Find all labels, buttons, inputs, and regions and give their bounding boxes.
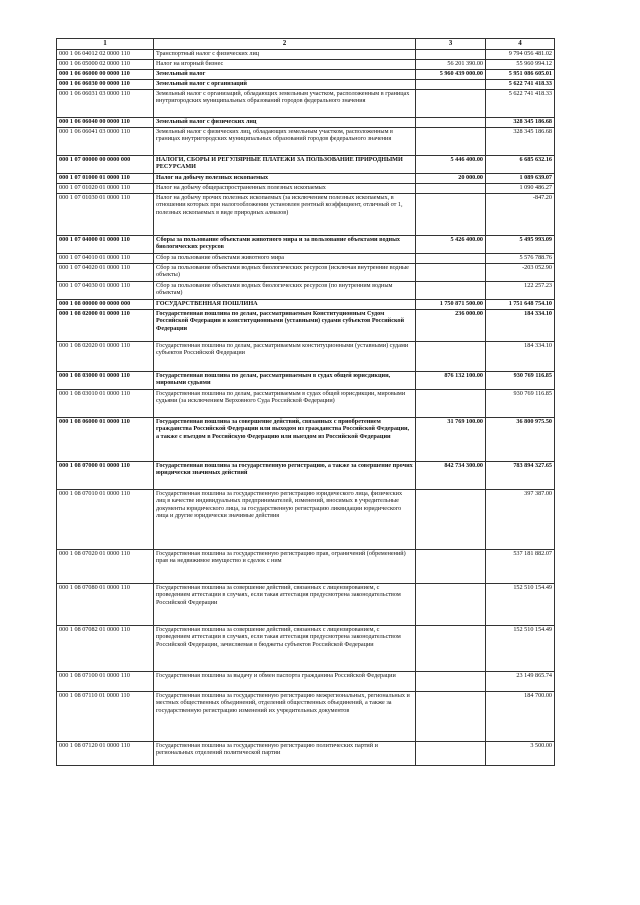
name-cell: Государственная пошлина по делам, рассматриваемым в судах общей юрисдикции, мировыми судьями bbox=[154, 372, 416, 390]
table-row bbox=[57, 692, 555, 742]
plan-cell: 31 769 100.00 bbox=[416, 418, 486, 462]
fact-cell: 397 387.00 bbox=[486, 490, 555, 550]
name-cell: Сборы за пользование объектами животного мира и за пользование объектами водных биологических ресурсов bbox=[154, 236, 416, 254]
code-cell: 000 1 06 06031 03 0000 110 bbox=[57, 90, 154, 118]
fact-cell: 1 751 648 754.10 bbox=[486, 300, 555, 310]
fact-cell: 184 334.10 bbox=[486, 342, 555, 372]
name-cell: Земельный налог с физических лиц bbox=[154, 118, 416, 128]
table-row bbox=[57, 236, 555, 254]
plan-cell bbox=[416, 128, 486, 156]
plan-cell bbox=[416, 194, 486, 236]
fact-cell: 5 622 741 418.33 bbox=[486, 90, 555, 118]
name-cell: Налог на добычу общераспространенных полезных ископаемых bbox=[154, 184, 416, 194]
table-row bbox=[57, 194, 555, 236]
code-cell: 000 1 08 00000 00 0000 000 bbox=[57, 300, 154, 310]
code-cell: 000 1 08 07080 01 0000 110 bbox=[57, 584, 154, 626]
code-cell: 000 1 08 07000 01 0000 110 bbox=[57, 462, 154, 490]
name-cell: Государственная пошлина за совершение действий, связанных с приобретением гражданства Российской Федерации или выходом из гражданства Российской Федерации, а также с въездом в Российскую Федерацию или выездом из Российской Федерации bbox=[154, 418, 416, 462]
code-cell: 000 1 08 06000 01 0000 110 bbox=[57, 418, 154, 462]
plan-cell bbox=[416, 742, 486, 766]
code-cell: 000 1 06 06041 03 0000 110 bbox=[57, 128, 154, 156]
table-row bbox=[57, 282, 555, 300]
table-row bbox=[57, 70, 555, 80]
code-cell: 000 1 06 06030 00 0000 110 bbox=[57, 80, 154, 90]
name-cell: Государственная пошлина по делам, рассматриваемым в судах общей юрисдикции, мировыми судьями (за исключением Верховного Суда Российской Федерации) bbox=[154, 390, 416, 418]
table-row bbox=[57, 60, 555, 70]
plan-cell: 842 734 300.00 bbox=[416, 462, 486, 490]
name-cell: Налог на игорный бизнес bbox=[154, 60, 416, 70]
plan-cell bbox=[416, 264, 486, 282]
code-cell: 000 1 08 02000 01 0000 110 bbox=[57, 310, 154, 342]
plan-cell: 5 960 439 000.00 bbox=[416, 70, 486, 80]
name-cell: Налог на добычу прочих полезных ископаемых (за исключением полезных ископаемых, в отношении которых при налогообложении установлен рентный коэффициент, отличный от 1, полезных ископаемых в виде природных алмазов) bbox=[154, 194, 416, 236]
header-col-1: 1 bbox=[57, 39, 154, 50]
plan-cell bbox=[416, 118, 486, 128]
fact-cell: 5 622 741 418.33 bbox=[486, 80, 555, 90]
table-row bbox=[57, 50, 555, 60]
name-cell: Земельный налог с физических лиц, обладающих земельным участком, расположенным в границах внутригородских муниципальных образований городов федерального значения bbox=[154, 128, 416, 156]
code-cell: 000 1 08 07120 01 0000 110 bbox=[57, 742, 154, 766]
name-cell: Земельный налог bbox=[154, 70, 416, 80]
fact-cell: 930 769 116.85 bbox=[486, 390, 555, 418]
table-row bbox=[57, 128, 555, 156]
code-cell: 000 1 07 04000 01 0000 110 bbox=[57, 236, 154, 254]
header-col-4: 4 bbox=[486, 39, 555, 50]
table-row bbox=[57, 418, 555, 462]
name-cell: Налог на добычу полезных ископаемых bbox=[154, 174, 416, 184]
plan-cell bbox=[416, 390, 486, 418]
fact-cell: 9 794 056 481.02 bbox=[486, 50, 555, 60]
table-row bbox=[57, 390, 555, 418]
fact-cell: 328 345 186.68 bbox=[486, 118, 555, 128]
table-row bbox=[57, 156, 555, 174]
plan-cell: 20 000.00 bbox=[416, 174, 486, 184]
plan-cell: 5 426 400.00 bbox=[416, 236, 486, 254]
table-row bbox=[57, 174, 555, 184]
table-row bbox=[57, 184, 555, 194]
code-cell: 000 1 07 01000 01 0000 110 bbox=[57, 174, 154, 184]
plan-cell bbox=[416, 254, 486, 264]
fact-cell: 328 345 186.68 bbox=[486, 128, 555, 156]
table-row bbox=[57, 90, 555, 118]
table-row bbox=[57, 264, 555, 282]
code-cell: 000 1 08 07082 01 0000 110 bbox=[57, 626, 154, 672]
fact-cell: 122 257.23 bbox=[486, 282, 555, 300]
fact-cell: 1 090 486.27 bbox=[486, 184, 555, 194]
table-row bbox=[57, 372, 555, 390]
fact-cell: 5 951 086 605.01 bbox=[486, 70, 555, 80]
table-body bbox=[57, 50, 555, 766]
plan-cell bbox=[416, 342, 486, 372]
table-row bbox=[57, 462, 555, 490]
code-cell: 000 1 07 04030 01 0000 110 bbox=[57, 282, 154, 300]
revenue-table bbox=[56, 38, 555, 766]
fact-cell: 152 510 154.49 bbox=[486, 626, 555, 672]
name-cell: Государственная пошлина за государственную регистрацию межрегиональных, региональных и местных общественных объединений, отделений общественных объединений, а также за государственную регистрацию изменений их учредительных документов bbox=[154, 692, 416, 742]
plan-cell bbox=[416, 490, 486, 550]
plan-cell: 5 446 400.00 bbox=[416, 156, 486, 174]
code-cell: 000 1 07 01030 01 0000 110 bbox=[57, 194, 154, 236]
table-row bbox=[57, 742, 555, 766]
name-cell: Государственная пошлина за государственную регистрацию, а также за совершение прочих юридически значимых действий bbox=[154, 462, 416, 490]
code-cell: 000 1 08 07100 01 0000 110 bbox=[57, 672, 154, 692]
plan-cell: 876 132 100.00 bbox=[416, 372, 486, 390]
fact-cell: 5 576 788.76 bbox=[486, 254, 555, 264]
name-cell: Сбор за пользование объектами водных биологических ресурсов (по внутренним водным объектам) bbox=[154, 282, 416, 300]
plan-cell: 236 000.00 bbox=[416, 310, 486, 342]
name-cell: ГОСУДАРСТВЕННАЯ ПОШЛИНА bbox=[154, 300, 416, 310]
plan-cell bbox=[416, 672, 486, 692]
name-cell: НАЛОГИ, СБОРЫ И РЕГУЛЯРНЫЕ ПЛАТЕЖИ ЗА ПОЛЬЗОВАНИЕ ПРИРОДНЫМИ РЕСУРСАМИ bbox=[154, 156, 416, 174]
table-row bbox=[57, 550, 555, 584]
header-col-2: 2 bbox=[154, 39, 416, 50]
name-cell: Государственная пошлина за государственную регистрацию политических партий и региональных отделений политической партии bbox=[154, 742, 416, 766]
plan-cell bbox=[416, 80, 486, 90]
code-cell: 000 1 08 07010 01 0000 110 bbox=[57, 490, 154, 550]
name-cell: Государственная пошлина по делам, рассматриваемым Конституционным Судом Российской Федерации и конституционными (уставными) судами субъектов Российской Федерации bbox=[154, 310, 416, 342]
plan-cell bbox=[416, 282, 486, 300]
plan-cell bbox=[416, 626, 486, 672]
name-cell: Государственная пошлина за государственную регистрацию прав, ограничений (обременений) прав на недвижимое имущество и сделок с ним bbox=[154, 550, 416, 584]
code-cell: 000 1 07 01020 01 0000 110 bbox=[57, 184, 154, 194]
fact-cell: 55 960 994.12 bbox=[486, 60, 555, 70]
name-cell: Государственная пошлина за государственную регистрацию юридического лица, физических лиц в качестве индивидуальных предпринимателей, изменений, вносимых в учредительные документы юридического лица, за государственную регистрацию ликвидации юридического лица и другие юридически значимые действия bbox=[154, 490, 416, 550]
table-row bbox=[57, 254, 555, 264]
name-cell: Сбор за пользование объектами животного мира bbox=[154, 254, 416, 264]
fact-cell: 5 495 993.09 bbox=[486, 236, 555, 254]
table-row bbox=[57, 626, 555, 672]
code-cell: 000 1 07 04020 01 0000 110 bbox=[57, 264, 154, 282]
table-row bbox=[57, 584, 555, 626]
name-cell: Государственная пошлина за совершение действий, связанных с лицензированием, с проведением аттестации в случаях, если такая аттестация предусмотрена законодательством Российской Федерации, зачисляемая в бюджеты субъектов Российской Федерации bbox=[154, 626, 416, 672]
fact-cell: 6 685 632.16 bbox=[486, 156, 555, 174]
table-row bbox=[57, 300, 555, 310]
plan-cell bbox=[416, 50, 486, 60]
code-cell: 000 1 06 06000 00 0000 110 bbox=[57, 70, 154, 80]
code-cell: 000 1 08 03010 01 0000 110 bbox=[57, 390, 154, 418]
fact-cell: 3 500.00 bbox=[486, 742, 555, 766]
code-cell: 000 1 06 04012 02 0000 110 bbox=[57, 50, 154, 60]
code-cell: 000 1 08 02020 01 0000 110 bbox=[57, 342, 154, 372]
fact-cell: 23 149 865.74 bbox=[486, 672, 555, 692]
code-cell: 000 1 08 07110 01 0000 110 bbox=[57, 692, 154, 742]
plan-cell bbox=[416, 584, 486, 626]
plan-cell bbox=[416, 550, 486, 584]
code-cell: 000 1 06 05000 02 0000 110 bbox=[57, 60, 154, 70]
fact-cell: 152 510 154.49 bbox=[486, 584, 555, 626]
table-row bbox=[57, 80, 555, 90]
table-row bbox=[57, 118, 555, 128]
plan-cell: 1 750 871 500.00 bbox=[416, 300, 486, 310]
fact-cell: -203 052.90 bbox=[486, 264, 555, 282]
name-cell: Государственная пошлина за выдачу и обмен паспорта гражданина Российской Федерации bbox=[154, 672, 416, 692]
name-cell: Сбор за пользование объектами водных биологических ресурсов (исключая внутренние водные объекты) bbox=[154, 264, 416, 282]
name-cell: Земельный налог с организаций bbox=[154, 80, 416, 90]
fact-cell: 36 800 975.50 bbox=[486, 418, 555, 462]
table-row bbox=[57, 490, 555, 550]
plan-cell bbox=[416, 184, 486, 194]
name-cell: Государственная пошлина за совершение действий, связанных с лицензированием, с проведением аттестации в случаях, если такая аттестация предусмотрена законодательством Российской Федерации bbox=[154, 584, 416, 626]
fact-cell: 783 894 327.65 bbox=[486, 462, 555, 490]
plan-cell: 56 201 390.00 bbox=[416, 60, 486, 70]
header-col-3: 3 bbox=[416, 39, 486, 50]
code-cell: 000 1 08 07020 01 0000 110 bbox=[57, 550, 154, 584]
name-cell: Транспортный налог с физических лиц bbox=[154, 50, 416, 60]
header-row bbox=[57, 39, 555, 50]
table-row bbox=[57, 342, 555, 372]
plan-cell bbox=[416, 90, 486, 118]
code-cell: 000 1 06 06040 00 0000 110 bbox=[57, 118, 154, 128]
table-row bbox=[57, 310, 555, 342]
fact-cell: -847.20 bbox=[486, 194, 555, 236]
table-row bbox=[57, 672, 555, 692]
plan-cell bbox=[416, 692, 486, 742]
code-cell: 000 1 07 00000 00 0000 000 bbox=[57, 156, 154, 174]
fact-cell: 537 181 882.07 bbox=[486, 550, 555, 584]
fact-cell: 930 769 116.85 bbox=[486, 372, 555, 390]
name-cell: Земельный налог с организаций, обладающих земельным участком, расположенным в границах внутригородских муниципальных образований городов федерального значения bbox=[154, 90, 416, 118]
name-cell: Государственная пошлина по делам, рассматриваемым конституционными (уставными) судами субъектов Российской Федерации bbox=[154, 342, 416, 372]
fact-cell: 184 334.10 bbox=[486, 310, 555, 342]
code-cell: 000 1 08 03000 01 0000 110 bbox=[57, 372, 154, 390]
fact-cell: 184 700.00 bbox=[486, 692, 555, 742]
fact-cell: 1 089 639.07 bbox=[486, 174, 555, 184]
code-cell: 000 1 07 04010 01 0000 110 bbox=[57, 254, 154, 264]
